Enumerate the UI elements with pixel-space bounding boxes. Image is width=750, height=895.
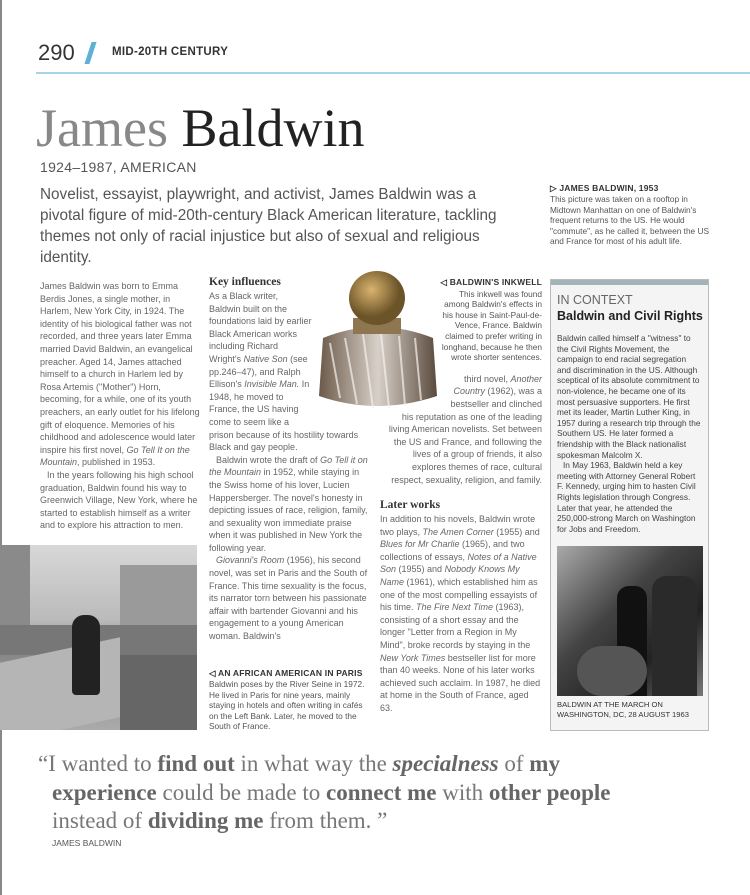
title-last-name: Baldwin — [181, 98, 365, 158]
text-run: Invisible Man. — [244, 379, 300, 390]
in-context-title: Baldwin and Civil Rights — [557, 309, 703, 323]
text-run: (see pp.246–47), and Ralph Ellison's — [209, 353, 308, 390]
heading-later-works: Later works — [380, 499, 441, 512]
march-photo-caption: BALDWIN AT THE MARCH ON WASHINGTON, DC, 28 AUGUST 1963 — [557, 700, 689, 719]
text-run: Baldwin wrote the draft of — [216, 454, 321, 465]
text-run: bestseller list for more than 40 weeks. None of his later works achieved such acclaim. In 1987, he died at home in the South of France, aged 63. — [380, 652, 541, 713]
text-run: of — [498, 751, 530, 776]
in-context-label: IN CONTEXT — [557, 293, 633, 307]
portrait-caption — [550, 183, 710, 247]
page-spine — [0, 0, 2, 895]
caption-heading: ▷ JAMES BALDWIN, 1953 — [550, 183, 659, 193]
body-paragraph — [40, 280, 202, 469]
text-run: , published in 1953. — [77, 457, 156, 468]
text-run: Blues for Mr Charlie — [380, 539, 460, 550]
column-biography — [40, 280, 202, 532]
text-run: Native Son — [243, 353, 288, 364]
right-triangle-icon: ▷ — [550, 183, 560, 193]
in-context-text: Baldwin called himself a "witness" to the Civil Rights Movement, the campaign to end racial segregation and discrimination in the US. Although sceptical of its absolute commitment to non-violence, he became one of its most persuasive supporters. He first met its leader, Martin Luther King, in 1957 during a research trip through the Southern US. He later formed a friendship with the Black nationalist spokesman Malcolm X. In May 1963, Baldwin held a key meeting with Attorney General Robert F. Kennedy, urging him to hasten Civil Rights legislation through Congress. Later that year, he attended the 250,000-strong March on Washington for Jobs and Freedom. — [557, 333, 701, 534]
text-run: (1965), and two collections of essays, — [380, 539, 525, 562]
text-run: Nobody Knows My Name — [380, 564, 520, 588]
text-run: with — [436, 779, 489, 805]
page-number: 290 — [38, 40, 75, 65]
intro-text: Novelist, essayist, playwright, and activist, James Baldwin was a pivotal figure of mid-20th-century Black American literature, tackling themes not only of racial injustice but also of sexual and religious identity. — [40, 186, 497, 266]
left-triangle-icon: ◁ — [209, 668, 218, 678]
text-run: James Baldwin was born to Emma Berdis Jones, a single mother, in Harlem, New York City, in 1924. The identity of his biological father was not recorded, and three years later Emma married David Baldwin, an evangelical preacher. Aged 14, James attached himself to a church in Harlem led by Rosa Artemis ("Mother") Horn, becoming, for a while, one of its youth preachers, an early outlet for his lifelong gift of eloquence. Memories of his childhood and adolescence would later inspire his first novel, — [40, 281, 200, 455]
life-dates: 1924–1987, AMERICAN — [40, 159, 197, 175]
text-run: specialness — [392, 751, 499, 776]
caption-text: This picture was taken on a rooftop in Midtown Manhattan on one of Baldwin's frequent returns to the US. He would "commute", as he called it, between the US and France for most of his adult life. — [550, 194, 710, 247]
body-paragraph — [40, 469, 202, 532]
text-run: find out — [157, 751, 235, 776]
text-run: in 1952, while staying in the Swiss home of his lover, Lucien Happersberger. The novel's honesty in depicting issues of race, religion, family, and sexuality won immediate praise when it was published in New York the following year. — [209, 467, 368, 553]
quote-attribution: JAMES BALDWIN — [52, 838, 122, 848]
pull-quote — [38, 750, 638, 836]
text-run: other people — [488, 779, 611, 805]
text-run: dividing me — [147, 808, 264, 833]
text-run: (1962), was a bestseller and clinched his reputation as one of the leading living American novelists. Set between the US and France, and following the lives of a group of friends, it also explores themes of race, cultural respect, sexuality, religion, and family. — [388, 386, 542, 485]
text-run: Notes of a Native Son — [380, 551, 537, 575]
text-run: from them. ” — [263, 808, 388, 833]
march-on-washington-photo — [557, 546, 703, 696]
text-run: could be made to — [156, 779, 326, 805]
in-context-sidebar — [550, 279, 709, 731]
text-run: In 1948, he moved to France, the US having come to seem like a prison because of its hostility towards Black and gay people. — [209, 379, 359, 453]
page-title — [36, 96, 364, 160]
text-run: Another Country — [453, 373, 542, 397]
text-run: Go Tell It on the Mountain — [40, 444, 190, 468]
text-run: (1961), which established him as one of the most compelling essayists of his time. — [380, 577, 538, 613]
paris-caption: ◁ AN AFRICAN AMERICAN IN PARIS Baldwin poses by the River Seine in 1972. He lived in Paris for nine years, mainly staying in hotels and often writing in cafés on the Left Bank. Later, he moved to the South of France. — [209, 668, 365, 732]
text-run: In the years following his high school graduation, Baldwin found his way to Greenwich Village, New York, where he started to establish himself as a writer and to explore his attraction to men. — [40, 469, 198, 531]
text-run: third novel, — [463, 373, 511, 384]
text-run: (1955) and — [493, 526, 540, 537]
left-triangle-icon: ◁ — [440, 277, 450, 287]
title-first-name: James — [36, 98, 168, 158]
inkwell-image — [315, 268, 440, 413]
heading-key-influences: Key influences — [209, 276, 281, 288]
text-run: my experience — [52, 751, 560, 805]
body-paragraph — [209, 454, 372, 555]
text-run: As a Black writer, Baldwin built on the foundations laid by earlier Black American works including Richard Wright's — [209, 291, 312, 364]
text-run: “I wanted to — [38, 751, 158, 776]
text-run: Giovanni's Room — [216, 555, 285, 566]
text-run: (1963), consisting of a short essay and the longer "Letter from a Region in My Mind", broke records by staying in the — [380, 602, 531, 651]
sidebar-top-bar — [551, 280, 708, 285]
section-label: MID-20TH CENTURY — [112, 46, 229, 58]
text-run: (1955) and — [396, 564, 445, 575]
inkwell-caption: ◁ BALDWIN'S INKWELL This inkwell was found among Baldwin's effects in his house in Saint-Paul-de-Vence, France. Baldwin claimed to prefer writing in longhand, because he then wrote shorter sentences. — [440, 277, 542, 363]
text-run: connect me — [326, 779, 437, 805]
text-run: The Fire Next Time — [416, 602, 493, 613]
text-run: in what way the — [234, 751, 393, 776]
paris-photo — [0, 545, 197, 730]
body-paragraph — [209, 554, 372, 642]
text-run: Go Tell it on the Mountain — [209, 454, 368, 478]
text-run: instead of — [52, 808, 148, 833]
text-run: In addition to his novels, Baldwin wrote two plays, — [380, 514, 536, 537]
slash-divider — [84, 42, 96, 64]
header-rule — [36, 72, 750, 74]
text-run: (1956), his second novel, was set in Paris and the South of France. This time sexuality is the focus, its narrator torn between his passionate affair with bartender Giovanni and his engagement to a young American woman. Baldwin's — [209, 555, 368, 642]
body-paragraph — [380, 513, 542, 715]
text-run: The Amen Corner — [422, 526, 494, 537]
text-run: New York Times — [380, 652, 446, 663]
